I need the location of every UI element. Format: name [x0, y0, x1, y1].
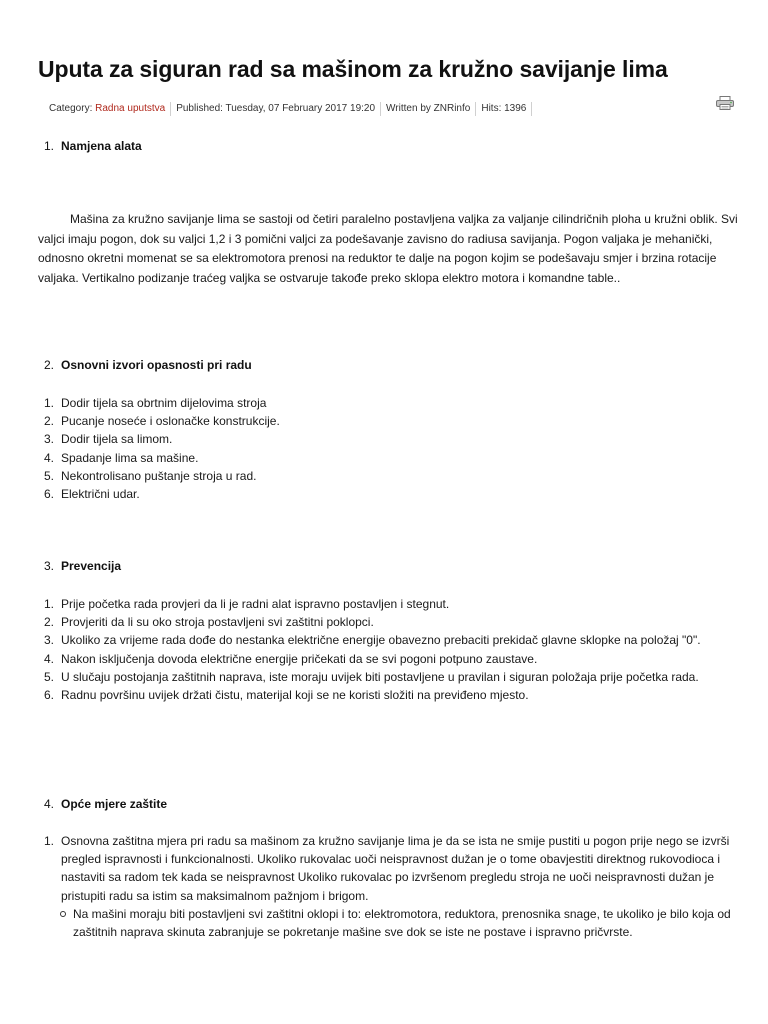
section-number: 2.	[44, 358, 55, 372]
section-title: Osnovni izvori opasnosti pri radu	[61, 358, 252, 372]
category-label: Category:	[49, 103, 93, 114]
hazard-list	[44, 394, 744, 503]
section-heading-namjena	[44, 139, 142, 153]
list-item: 2. Pucanje noseće i oslonačke konstrukcije.	[44, 414, 280, 429]
section-title: Prevencija	[61, 559, 122, 573]
sub-list-item: Na mašini moraju biti postavljeni svi zaštitni oklopi i to: elektromotora, reduktora, prenosnika snage, te ukoliko je bilo koja od zaštitnih naprava skinuta zabranjuje se pokretanje mašine sve dok se iste ne postave i ispravno pričvrste.	[58, 905, 748, 941]
category-info	[44, 102, 171, 116]
list-item: 1. Dodir tijela sa obrtnim dijelovima stroja	[44, 396, 267, 410]
list-item: 6. Električni udar.	[44, 487, 140, 502]
list-item: 6. Radnu površinu uvijek držati čistu, materijal koji se ne koristi složiti na previđeno mjesto.	[44, 688, 529, 703]
article-meta	[44, 101, 532, 117]
section-title: Opće mjere zaštite	[61, 797, 168, 811]
list-item: 3. Ukoliko za vrijeme rada dođe do nestanka električne energije obavezno prebaciti prekidač glavne sklopke na položaj "0".	[44, 633, 701, 648]
prevention-list	[44, 595, 744, 704]
category-link[interactable]: Radna uputstva	[95, 103, 166, 114]
section-number: 4.	[44, 797, 55, 811]
section-heading-prevencija	[44, 559, 121, 573]
printer-icon[interactable]	[716, 96, 734, 110]
list-item: 5. Nekontrolisano puštanje stroja u rad.	[44, 468, 257, 483]
section-title: Namjena alata	[61, 139, 142, 153]
list-item: 5. U slučaju postojanja zaštitnih naprava, iste moraju uvijek biti postavljene u pravilan i siguran položaja prije početka rada.	[44, 669, 699, 684]
circle-bullet-icon	[58, 905, 73, 941]
list-item: 4. Nakon isključenja dovoda električne energije pričekati da se svi pogoni potpuno zaustave.	[44, 651, 538, 666]
author: Written by ZNRinfo	[381, 102, 476, 116]
list-item: 4. Spadanje lima sa mašine.	[44, 450, 199, 465]
measures-list	[44, 832, 744, 905]
section-paragraph: Mašina za kružno savijanje lima se sastoji od četiri paralelno postavljena valjka za valjanje cilindričnih ploha u kružni oblik. Svi valjci imaju pogon, dok su valjci 1,2 i 3 pomični valjci za podešavanje zavisno do radiusa savijanja. Pogon valjaka je mehanički, odnosno okretni momenat se sa elektromotora prenosi na reduktor te dalje na pogon kojim se podešavaju smjer i brzina rotacije valjaka. Vertikalno podizanje traćeg valjka se ostvaruje takođe preko sklopa elektro motora i komandne table..	[38, 212, 738, 285]
hits-count: Hits: 1396	[476, 102, 532, 116]
list-item: 2. Provjeriti da li su oko stroja postavljeni svi zaštitni poklopci.	[44, 615, 374, 630]
section-number: 1.	[44, 139, 55, 153]
published-date: Published: Tuesday, 07 February 2017 19:20	[171, 102, 381, 116]
list-item: 1. Osnovna zaštitna mjera pri radu sa mašinom za kružno savijanje lima je da se ista ne smije pustiti u pogon prije nego se izvrši pregled ispravnosti i funkcionalnosti. Ukoliko rukovalac uoči neispravnost dužan je o tome obavjestiti direktnog rukovodioca i nastaviti sa radom tek kada se neispravnost Ukoliko rukovalac po izvršenom pregledu stroja ne uoči neispravnosti dužan je pristupiti radu sa istim sa maksimalnom pažnjom i brigom.	[44, 834, 730, 903]
section-number: 3.	[44, 559, 55, 573]
section-heading-mjere	[44, 797, 167, 811]
list-item: 3. Dodir tijela sa limom.	[44, 432, 173, 447]
list-item: 1. Prije početka rada provjeri da li je radni alat ispravno postavljen i stegnut.	[44, 597, 450, 611]
page-title: Uputa za siguran rad sa mašinom za kružno savijanje lima	[38, 56, 668, 82]
section-heading-opasnosti	[44, 358, 252, 372]
